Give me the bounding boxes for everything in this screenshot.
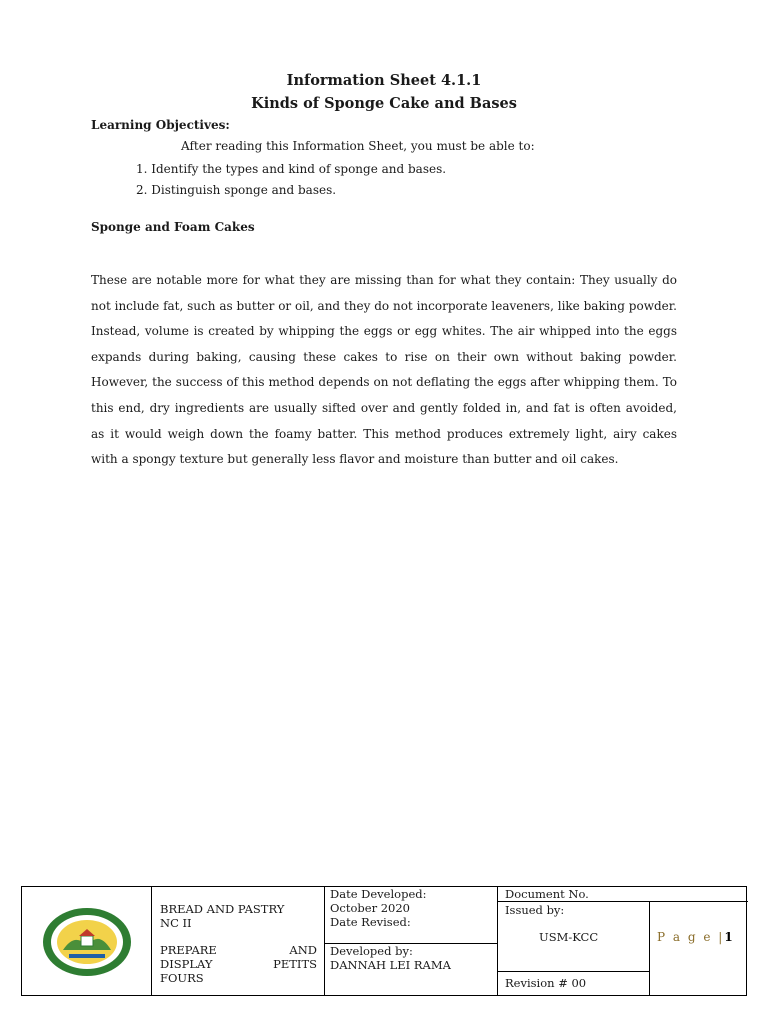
issued-by-value: USM-KCC	[539, 930, 599, 944]
section-paragraph: These are notable more for what they are missing than for what they contain: They usually do not include fat, such as butter or oil, and they do not incorporate leaveners, like baking powder. Instead, volume is created by whipping the eggs or egg whites. The air whipped into the eggs expands during baking, causing these cakes to rise on their own without baking powder. However, the success of this method depends on not deflating the eggs after whipping them. To this end, dry ingredients are usually sifted over and gently folded in, and fat is often avoided, as it would weigh down the foamy batter. This method produces extremely light, airy cakes with a spongy texture but generally less flavor and moisture than butter and oil cakes.	[91, 273, 677, 467]
sheet-subtitle: Kinds of Sponge Cake and Bases	[251, 95, 517, 112]
issued-by-label: Issued by:	[505, 903, 565, 917]
sheet-title: Information Sheet 4.1.1	[286, 72, 482, 89]
module-title: PREPARE AND DISPLAY PETITS FOURS	[160, 943, 317, 985]
revision-number: Revision # 00	[505, 976, 587, 990]
page-number: P a g e |1	[657, 930, 733, 944]
objectives-intro: After reading this Information Sheet, you must be able to:	[181, 139, 535, 153]
objective-item: 2. Distinguish sponge and bases.	[136, 183, 337, 197]
date-info: Date Developed: October 2020 Date Revised:	[330, 887, 427, 929]
objectives-list	[136, 159, 446, 201]
developer-info: Developed by: DANNAH LEI RAMA	[330, 944, 451, 972]
section-heading: Sponge and Foam Cakes	[91, 220, 255, 234]
document-no-label: Document No.	[505, 887, 589, 901]
document-footer-table	[21, 886, 747, 996]
course-title: BREAD AND PASTRY NC II	[160, 902, 285, 930]
university-seal-icon	[41, 906, 133, 978]
objectives-heading: Learning Objectives:	[91, 118, 230, 132]
objective-item: 1. Identify the types and kind of sponge and bases.	[136, 162, 447, 176]
